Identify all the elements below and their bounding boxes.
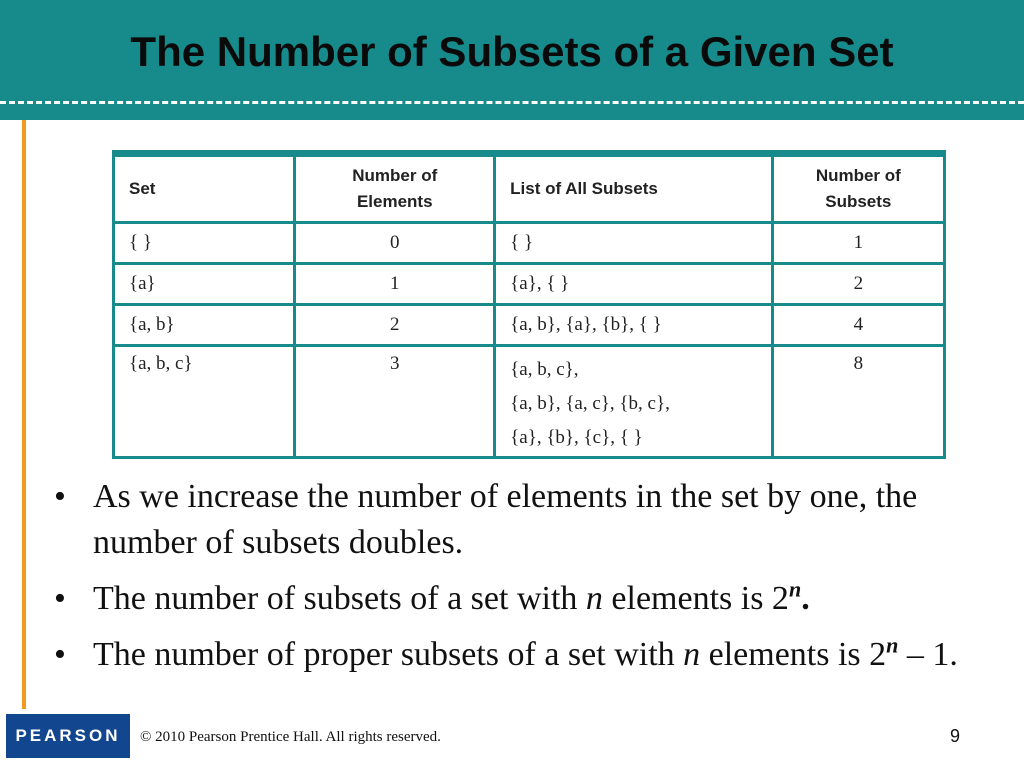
pearson-logo: PEARSON [6, 714, 130, 758]
bullet-text-mid: elements is 2 [700, 636, 887, 673]
dashed-divider [0, 101, 1024, 104]
subsets-line: {a, b, c}, [510, 359, 579, 380]
cell-subset-count: 1 [772, 223, 944, 264]
bullet-marker: • [54, 580, 66, 617]
header-number-of-elements: Number of Elements [295, 154, 495, 223]
subsets-table [112, 150, 946, 459]
table-row [114, 305, 945, 346]
cell-set: {a, b} [114, 305, 295, 346]
bullet-text: As we increase the number of elements in the set by one, the number of subsets doubles. [93, 478, 918, 561]
cell-set: {a} [114, 264, 295, 305]
exponent-n: n [886, 632, 899, 658]
table-row [114, 346, 945, 458]
bullet-text-end: . [801, 580, 810, 617]
cell-elements: 2 [295, 305, 495, 346]
bullet-text-mid: elements is 2 [602, 580, 789, 617]
cell-elements: 0 [295, 223, 495, 264]
bullet-text-pre: The number of subsets of a set with [93, 580, 586, 617]
cell-subsets-list: {a}, { } [495, 264, 772, 305]
table-row [114, 223, 945, 264]
accent-bar [22, 120, 26, 710]
bullet-list [50, 474, 980, 688]
subsets-line: {a}, {b}, {c}, { } [510, 427, 643, 448]
bullet-text-pre: The number of proper subsets of a set with [93, 636, 684, 673]
header-number-of-subsets: Number of Subsets [772, 154, 944, 223]
table-row [114, 264, 945, 305]
cell-subsets-list: {a, b}, {a}, {b}, { } [495, 305, 772, 346]
copyright-text: © 2010 Pearson Prentice Hall. All rights reserved. [140, 729, 441, 745]
page-number: 9 [950, 726, 961, 746]
bullet-marker: • [54, 636, 66, 673]
bullet-subset-count [50, 576, 980, 622]
subsets-line: {a, b}, {a, c}, {b, c}, [510, 393, 670, 414]
header-set: Set [114, 154, 295, 223]
table-header-row [114, 154, 945, 223]
cell-subset-count: 4 [772, 305, 944, 346]
variable-n: n [683, 636, 701, 673]
cell-subset-count: 8 [772, 346, 944, 458]
variable-n: n [585, 580, 603, 617]
bullet-text-end: – 1. [898, 636, 958, 673]
cell-set: {a, b, c} [114, 346, 295, 458]
cell-elements: 1 [295, 264, 495, 305]
bullet-marker: • [54, 478, 66, 515]
slide-title: The Number of Subsets of a Given Set [130, 28, 894, 75]
header-list-of-subsets: List of All Subsets [495, 154, 772, 223]
cell-elements: 3 [295, 346, 495, 458]
cell-subset-count: 2 [772, 264, 944, 305]
bullet-proper-subset-count [50, 632, 980, 678]
cell-subsets-list: { } [495, 223, 772, 264]
cell-set: { } [114, 223, 295, 264]
bullet-doubling [50, 474, 980, 566]
exponent-n: n [788, 576, 802, 602]
cell-subsets-list [495, 346, 772, 458]
